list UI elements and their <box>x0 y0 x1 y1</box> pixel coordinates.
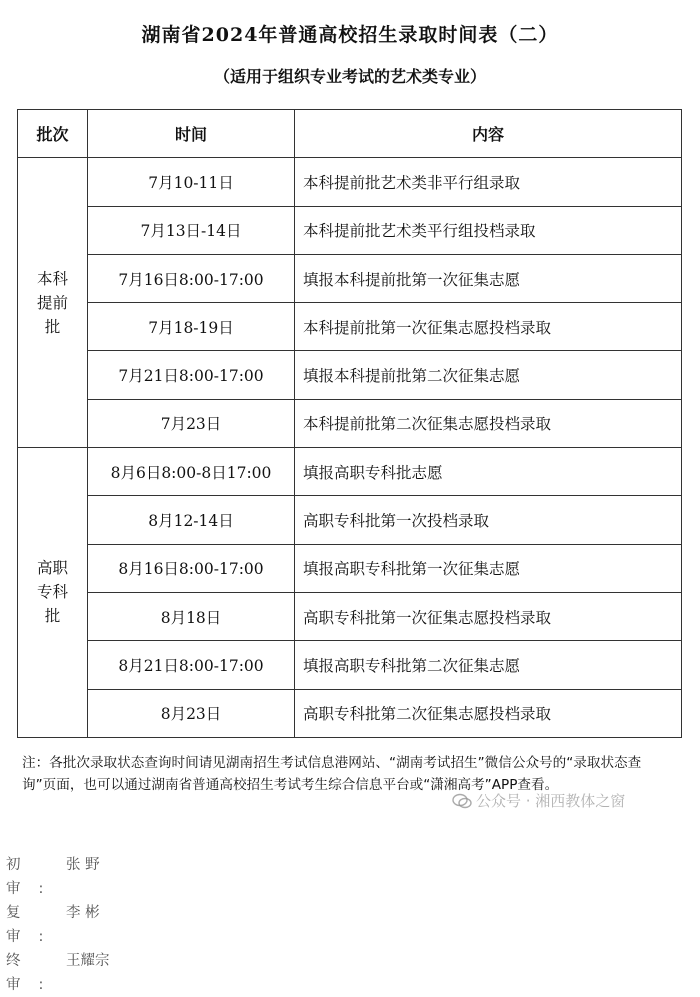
header-batch: 批次 <box>18 110 88 158</box>
table-row <box>18 254 682 302</box>
time-cell: 8月21日8:00-17:00 <box>88 641 295 689</box>
content-cell: 本科提前批第二次征集志愿投档录取 <box>295 399 682 447</box>
time-cell: 8月12-14日 <box>88 496 295 544</box>
reviewer-role: 终审: <box>6 953 62 993</box>
table-row <box>18 303 682 351</box>
time-cell: 7月16日8:00-17:00 <box>88 254 295 302</box>
header-time: 时间 <box>88 110 295 158</box>
header-content: 内容 <box>295 110 682 158</box>
schedule-table <box>17 109 682 738</box>
reviewer-row <box>6 901 110 949</box>
content-cell: 本科提前批艺术类非平行组录取 <box>295 158 682 206</box>
content-cell: 填报高职专科批第二次征集志愿 <box>295 641 682 689</box>
reviewer-list <box>6 853 110 997</box>
time-cell: 8月6日8:00-8日17:00 <box>88 448 295 496</box>
time-cell: 7月21日8:00-17:00 <box>88 351 295 399</box>
wechat-icon <box>452 793 472 809</box>
reviewer-name: 张 野 <box>66 857 100 873</box>
watermark-text: 公众号 · 湘西教体之窗 <box>476 792 626 810</box>
content-cell: 填报本科提前批第二次征集志愿 <box>295 351 682 399</box>
table-row <box>18 496 682 544</box>
time-cell: 8月23日 <box>88 689 295 737</box>
watermark <box>452 790 625 811</box>
table-row <box>18 399 682 447</box>
time-cell: 7月10-11日 <box>88 158 295 206</box>
content-cell: 本科提前批艺术类平行组投档录取 <box>295 206 682 254</box>
page-title: 湖南省2024年普通高校招生录取时间表（二） <box>141 24 559 46</box>
table-row <box>18 351 682 399</box>
table-row <box>18 592 682 640</box>
table-header-row <box>18 110 682 158</box>
reviewer-role: 复审: <box>6 905 62 945</box>
reviewer-row <box>6 853 110 901</box>
footnote: 注：各批次录取状态查询时间请见湖南招生考试信息港网站、“湖南考试招生”微信公众号的“录取状态查询”页面，也可以通过湖南省普通高校招生考试考生综合信息平台或“潇湘高考”APP查看。 <box>22 755 642 793</box>
table-row <box>18 641 682 689</box>
content-cell: 本科提前批第一次征集志愿投档录取 <box>295 303 682 351</box>
reviewer-name: 李 彬 <box>66 905 100 921</box>
time-cell: 7月13日-14日 <box>88 206 295 254</box>
content-cell: 高职专科批第一次征集志愿投档录取 <box>295 592 682 640</box>
page-subtitle: （适用于组织专业考试的艺术类专业） <box>213 67 486 86</box>
table-row <box>18 206 682 254</box>
time-cell: 7月23日 <box>88 399 295 447</box>
reviewer-row <box>6 949 110 997</box>
table-row <box>18 158 682 206</box>
batch-cell: 高职 专科 批 <box>18 448 88 738</box>
content-cell: 高职专科批第二次征集志愿投档录取 <box>295 689 682 737</box>
time-cell: 8月18日 <box>88 592 295 640</box>
reviewer-role: 初审: <box>6 857 62 897</box>
content-cell: 高职专科批第一次投档录取 <box>295 496 682 544</box>
time-cell: 7月18-19日 <box>88 303 295 351</box>
table-row <box>18 544 682 592</box>
content-cell: 填报高职专科批第一次征集志愿 <box>295 544 682 592</box>
content-cell: 填报本科提前批第一次征集志愿 <box>295 254 682 302</box>
reviewer-name: 王耀宗 <box>66 953 110 969</box>
table-row <box>18 448 682 496</box>
table-row <box>18 689 682 737</box>
batch-cell: 本科 提前 批 <box>18 158 88 448</box>
time-cell: 8月16日8:00-17:00 <box>88 544 295 592</box>
content-cell: 填报高职专科批志愿 <box>295 448 682 496</box>
